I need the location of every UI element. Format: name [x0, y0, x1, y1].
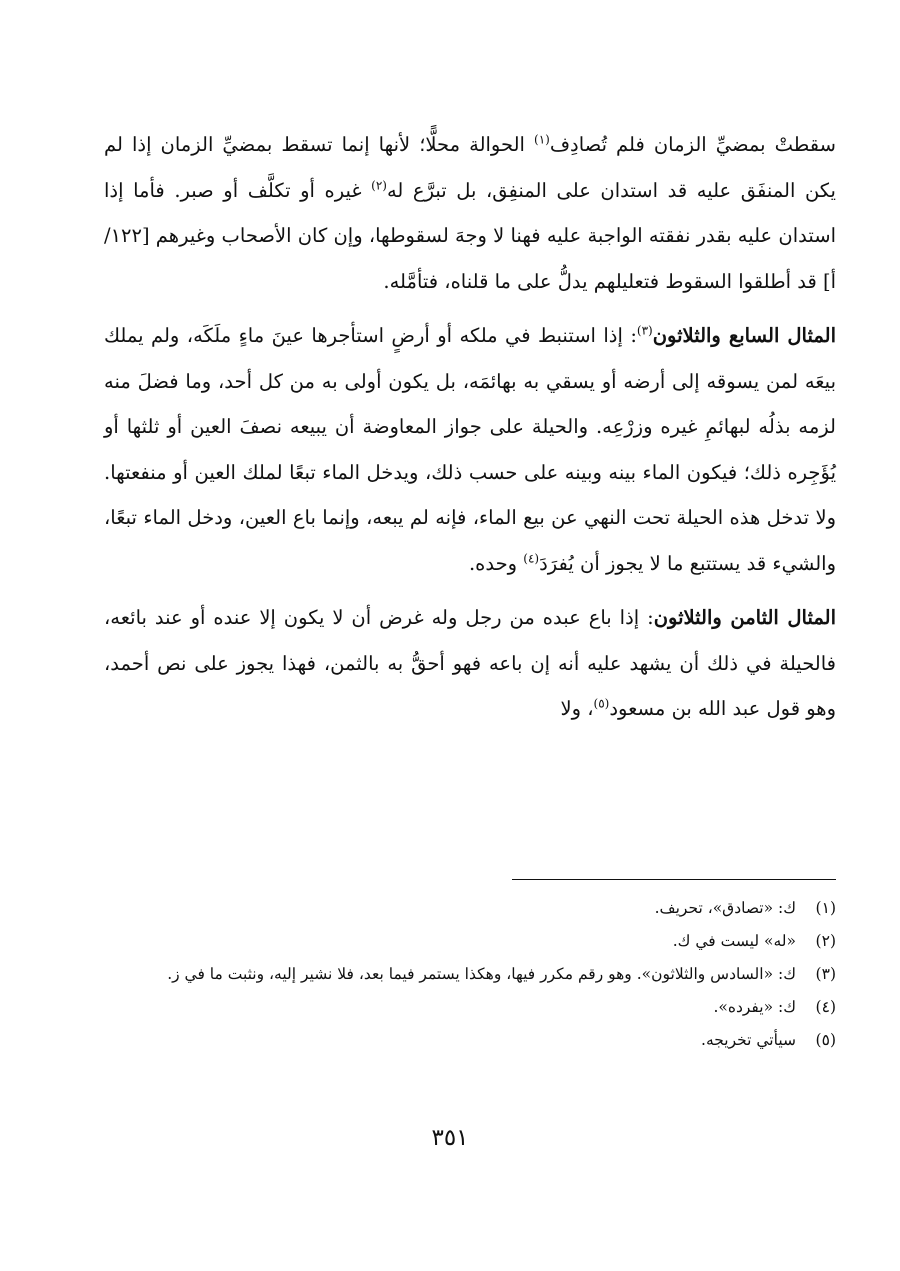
footnote-ref: (١): [534, 132, 550, 147]
footnotes: [104, 893, 836, 1058]
text-run: : إذا استنبط في ملكه أو أرضٍ استأجرها عينَ ماءٍ ملَكَه، ولم يملك بيعَه لمن يسوقه إلى أرضه أو يسقي به بهائمَه، بل يكون أولى به من كل أحد، وما فضلَ منه لزمه بذلُه لبهائمِ غيره وزرْعِه. والحيلة على جواز المعاوضة أن يبيعه نصفَ العين أو ثلثها أو يُؤَجِره ذلك؛ فيكون الماء بينه وبينه على حسب ذلك، ويدخل الماء تبعًا لملك العين أو منفعتها. ولا تدخل هذه الحيلة تحت النهي عن بيع الماء، فإنه لم يبعه، وإنما باع العين، ودخل الماء تبعًا، والشيء قد يستتبع ما لا يجوز أن يُفرَدَ: [104, 324, 836, 575]
footnote: [104, 959, 836, 989]
footnote-number: (٤): [815, 998, 836, 1016]
footnote-text: ك: «يفرده».: [713, 998, 796, 1016]
footnote-ref: (٥): [593, 696, 610, 711]
section-heading: المثال الثامن والثلاثون: [653, 606, 837, 629]
page-number: ٣٥١: [431, 1125, 469, 1151]
paragraph: [104, 595, 836, 732]
footnote-number: (٥): [815, 1031, 836, 1049]
text-run: وحده.: [468, 551, 524, 575]
footnote: [104, 893, 836, 923]
footnote: [104, 992, 836, 1022]
footnote-ref: (٣): [636, 323, 653, 338]
footnote-text: سيأتي تخريجه.: [701, 1031, 796, 1049]
footnote-number: (٣): [815, 965, 836, 983]
footnote: [104, 926, 836, 956]
paragraph: [104, 122, 836, 304]
text-run: سقطتْ بمضيِّ الزمان فلم تُصادِف: [549, 133, 836, 156]
footnote-number: (٢): [815, 932, 836, 950]
footnote-divider: [512, 879, 836, 880]
footnote-text: ك: «تصادق»، تحريف.: [654, 899, 796, 917]
text-run: : إذا باع عبده من رجل وله غرض أن لا يكون إلا عنده أو عند بائعه، فالحيلة في ذلك أن يشهد عليه أنه إن باعه فهو أحقُّ به بالثمن، فهذا يجوز على نص أحمد، وهو قول عبد الله بن مسعود: [104, 606, 836, 720]
text-run: الحوالة محلًّا؛ لأنها إنما تسقط بمضيِّ الزمان إذا لم يكن المنفَق عليه قد استدان على المنفِق، بل تبرَّع له: [104, 133, 836, 202]
footnote-ref: (٤): [523, 551, 540, 565]
text-run: ، ولا: [560, 697, 594, 720]
main-text: [104, 122, 836, 732]
section-heading: المثال السابع والثلاثون: [652, 324, 837, 347]
footnote-number: (١): [815, 899, 836, 917]
paragraph: [104, 313, 836, 586]
text-run: غيره أو تكلَّف أو صبر. فأما إذا استدان عليه بقدر نفقته الواجبة عليه فهنا لا وجهَ لسقوطها، وإن كان الأصحاب وغيرهم [١٢٢/أ] قد أطلقوا السقوط فتعليلهم يدلُّ على ما قلناه، فتأمَّله.: [104, 178, 836, 293]
footnote: [104, 1025, 836, 1055]
footnote-ref: (٢): [371, 178, 387, 192]
footnote-text: ك: «السادس والثلاثون». وهو رقم مكرر فيها، وهكذا يستمر فيما بعد، فلا نشير إليه، ونثبت ما في ز.: [167, 965, 796, 983]
footnote-text: «له» ليست في ك.: [672, 932, 796, 950]
